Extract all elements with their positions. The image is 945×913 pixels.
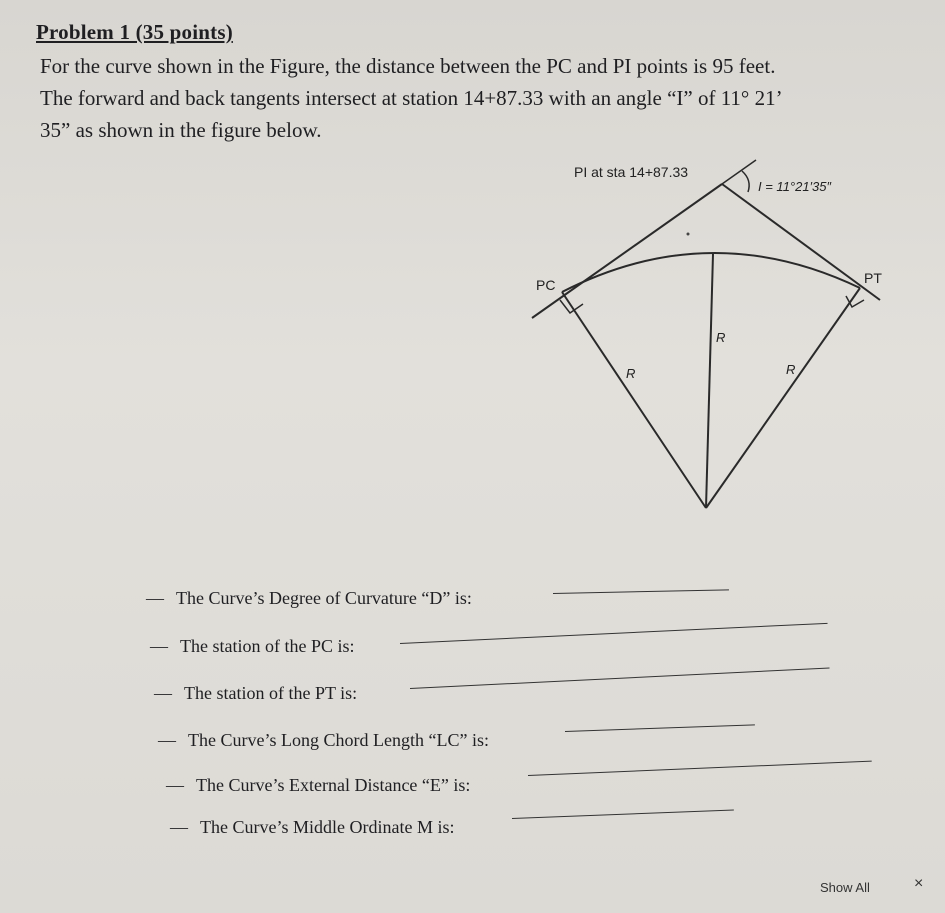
radius-label-middle: R [716,330,726,345]
pc-label: PC [536,277,556,293]
problem-title: Problem 1 (35 points) [36,20,233,44]
pi-label: PI at sta 14+87.33 [574,164,689,180]
tangent-extension-line [722,160,756,184]
circular-curve [562,253,860,292]
show-all-link[interactable]: Show All [820,880,870,895]
back-tangent-line [532,184,722,318]
question-degree-of-curvature: — The Curve’s Degree of Curvature “D” is: [146,588,472,608]
question-pt-station: — The station of the PT is: [154,683,358,703]
radius-line-pt [706,288,860,508]
close-icon[interactable]: × [914,875,924,892]
question-external-distance: — The Curve’s External Distance “E” is: [166,775,471,795]
statement-line-1: For the curve shown in the Figure, the distance between the PC and PI points is 95 feet. [40,54,776,78]
radius-label-left: R [626,366,636,381]
center-dot [687,233,690,236]
angle-arc [742,171,749,192]
question-middle-ordinate: — The Curve’s Middle Ordinate M is: [170,817,455,837]
question-long-chord: — The Curve’s Long Chord Length “LC” is: [158,730,489,750]
pt-label: PT [864,270,882,286]
radius-line-middle [706,254,713,508]
question-pc-station: — The station of the PC is: [150,636,355,656]
forward-tangent-line [722,184,880,300]
statement-line-3: 35” as shown in the figure below. [40,118,322,142]
radius-line-pc [562,292,706,508]
radius-label-right: R [786,362,796,377]
angle-label: I = 11°21′35″ [758,179,832,194]
statement-line-2: The forward and back tangents intersect at station 14+87.33 with an angle “I” of 11° 21’ [40,86,783,110]
